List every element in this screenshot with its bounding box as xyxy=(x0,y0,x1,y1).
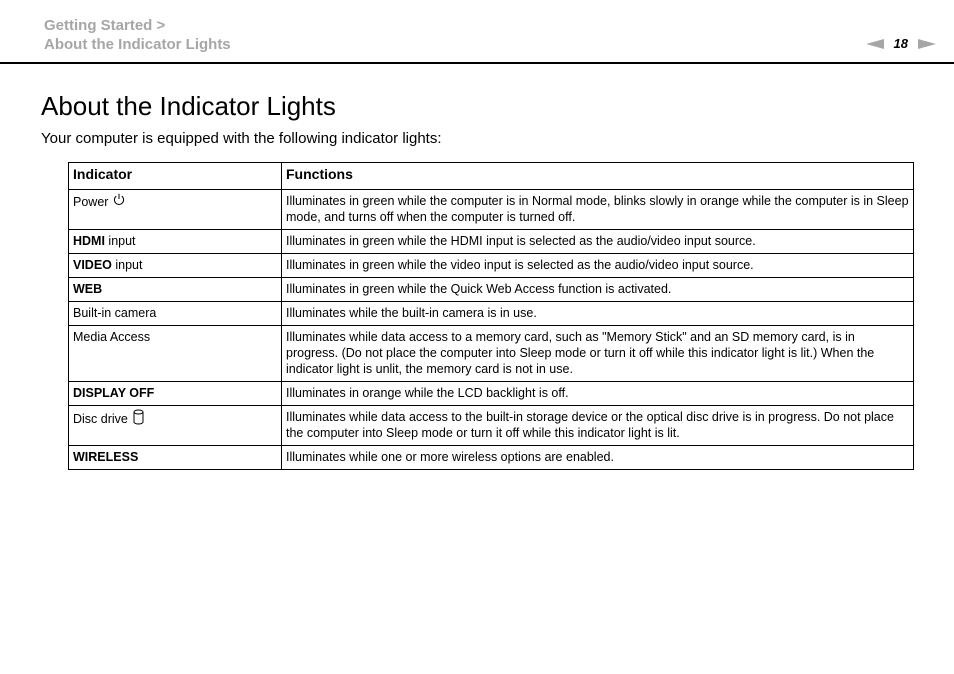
table-row xyxy=(69,382,914,406)
function-cell: Illuminates in orange while the LCD backlight is off. xyxy=(282,382,914,406)
indicator-cell xyxy=(69,326,282,382)
function-cell: Illuminates while the built-in camera is in use. xyxy=(282,302,914,326)
indicator-name: input xyxy=(111,258,143,272)
indicator-name: input xyxy=(104,234,136,248)
page-title: About the Indicator Lights xyxy=(41,91,336,121)
column-header-functions: Functions xyxy=(282,163,914,190)
breadcrumb-current: About the Indicator Lights xyxy=(44,36,231,53)
disc-drive-icon xyxy=(133,409,144,429)
function-cell: Illuminates in green while the computer is in Normal mode, blinks slowly in orange while the computer is in Sleep mode, and turns off when the computer is turned off. xyxy=(282,190,914,230)
table-row xyxy=(69,190,914,230)
previous-page-arrow-icon[interactable] xyxy=(866,39,884,49)
breadcrumb xyxy=(44,16,231,54)
indicator-name: Built-in camera xyxy=(73,306,157,320)
header-divider xyxy=(0,62,954,64)
indicator-cell xyxy=(69,190,282,230)
indicator-name-bold: VIDEO xyxy=(73,258,112,272)
indicator-cell xyxy=(69,230,282,254)
indicator-cell xyxy=(69,382,282,406)
function-cell: Illuminates while one or more wireless options are enabled. xyxy=(282,446,914,470)
table-row xyxy=(69,230,914,254)
indicator-name-bold: HDMI xyxy=(73,234,105,248)
indicator-name-bold: WIRELESS xyxy=(73,450,139,464)
indicator-name: Disc drive xyxy=(73,412,128,426)
function-cell: Illuminates in green while the Quick Web Access function is activated. xyxy=(282,278,914,302)
function-cell: Illuminates in green while the video input is selected as the audio/video input source. xyxy=(282,254,914,278)
indicator-cell xyxy=(69,278,282,302)
breadcrumb-parent[interactable]: Getting Started > xyxy=(44,17,166,34)
page-number: 18 xyxy=(893,36,908,51)
indicator-table xyxy=(68,162,914,470)
function-cell: Illuminates in green while the HDMI input is selected as the audio/video input source. xyxy=(282,230,914,254)
indicator-cell xyxy=(69,406,282,446)
indicator-name: Power xyxy=(73,194,109,209)
indicator-cell xyxy=(69,302,282,326)
table-row xyxy=(69,254,914,278)
table-header-row xyxy=(69,163,914,190)
next-page-arrow-icon[interactable] xyxy=(918,39,936,49)
indicator-name: Media Access xyxy=(73,330,151,344)
indicator-name-bold: DISPLAY OFF xyxy=(73,386,155,400)
power-icon xyxy=(113,193,125,210)
indicator-cell xyxy=(69,254,282,278)
table-row xyxy=(69,326,914,382)
function-cell: Illuminates while data access to a memory card, such as "Memory Stick" and an SD memory card, is in progress. (Do not place the computer into Sleep mode or turn it off while this indicator light is lit.) When the indicator light is unlit, the memory card is not in use. xyxy=(282,326,914,382)
table-row xyxy=(69,278,914,302)
column-header-indicator: Indicator xyxy=(69,163,282,190)
indicator-cell xyxy=(69,446,282,470)
indicator-name-bold: WEB xyxy=(73,282,103,296)
page-navigation xyxy=(866,36,936,51)
intro-text: Your computer is equipped with the following indicator lights: xyxy=(41,130,442,147)
function-cell: Illuminates while data access to the built-in storage device or the optical disc drive is in progress. Do not place the computer into Sleep mode or turn it off while this indicator light is lit. xyxy=(282,406,914,446)
table-row xyxy=(69,302,914,326)
table-row xyxy=(69,446,914,470)
table-row xyxy=(69,406,914,446)
